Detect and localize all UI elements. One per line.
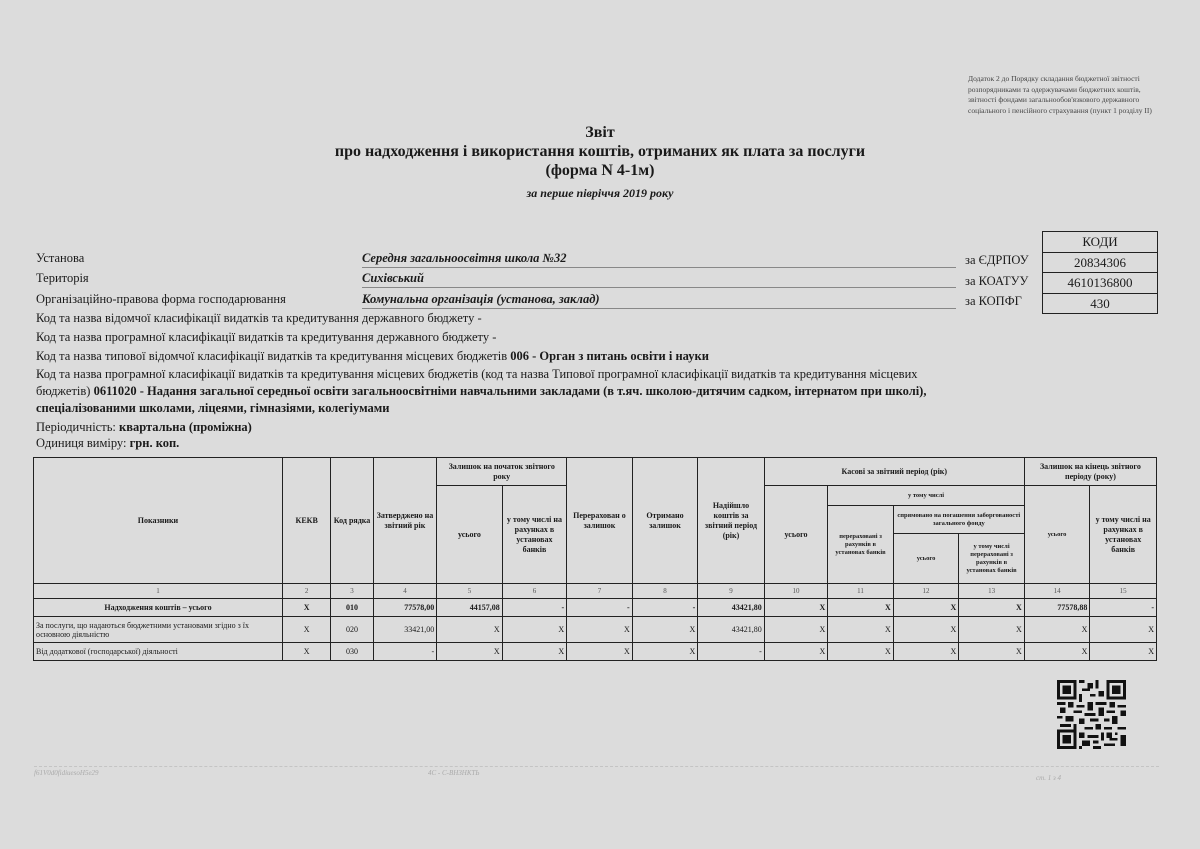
- org-form-value: Комунальна організація (установа, заклад): [362, 292, 956, 309]
- cell: X: [632, 617, 698, 643]
- cell: X: [828, 599, 894, 617]
- cell: X: [959, 643, 1025, 661]
- edrpou-value: 20834306: [1043, 252, 1157, 273]
- unit: [36, 435, 179, 452]
- table-row-additional: [34, 643, 1157, 661]
- cell: 43421,80: [698, 617, 765, 643]
- cell: X: [1090, 617, 1157, 643]
- column-number: 7: [567, 584, 633, 599]
- footer-divider: [34, 766, 1159, 768]
- header-cash-debt: спрямовано на погашення заборгованості загального фонду: [893, 506, 1024, 534]
- header-received-balance: Отримано залишок: [632, 458, 698, 584]
- koatuu-value: 4610136800: [1043, 272, 1157, 293]
- codes-box: [1042, 231, 1158, 314]
- table-row-services: [34, 617, 1157, 643]
- cell: 43421,80: [698, 599, 765, 617]
- state-dept-classification: Код та назва відомчої класифікації видатків та кредитування державного бюджету -: [36, 311, 482, 325]
- report-period: за перше півріччя 2019 року: [526, 186, 674, 200]
- cell: 020: [331, 617, 373, 643]
- codes-heading: КОДИ: [1082, 234, 1118, 249]
- local-prog-prefix-line1: Код та назва програмної класифікації видатків та кредитування місцевих бюджетів (код та назва Типової програмної класифікації видатків та кредитування місцевих: [36, 367, 918, 381]
- column-number: 14: [1024, 584, 1090, 599]
- edrpou-label: за ЄДРПОУ: [965, 253, 1029, 267]
- header-cash-including: у тому числі: [828, 486, 1025, 506]
- cell: X: [282, 617, 330, 643]
- header-transferred-balance: Перерахован о залишок: [567, 458, 633, 584]
- local-prog-prefix-line2: бюджетів): [36, 384, 94, 398]
- cell: X: [632, 643, 698, 661]
- report-table: [33, 457, 1157, 661]
- cell: X: [1024, 617, 1090, 643]
- periodicity-value: квартальна (проміжна): [119, 420, 252, 434]
- cell: 77578,88: [1024, 599, 1090, 617]
- local-prog-line2: [36, 383, 1166, 400]
- header-approved: Затверджено на звітний рік: [373, 458, 437, 584]
- territory-value: Сихівський: [362, 271, 956, 288]
- header-cash: Касові за звітний період (рік): [764, 458, 1024, 486]
- column-number: 10: [764, 584, 828, 599]
- column-number: 2: [282, 584, 330, 599]
- cell: X: [828, 643, 894, 661]
- header-kekv: КЕКВ: [282, 458, 330, 584]
- column-number: 15: [1090, 584, 1157, 599]
- cell: X: [959, 617, 1025, 643]
- cell: -: [502, 599, 567, 617]
- cell: X: [893, 599, 959, 617]
- header-balance-start: Залишок на початок звітного року: [437, 458, 567, 486]
- appendix-note: Додаток 2 до Порядку складання бюджетної звітності розпорядниками та одержувачами бюджетних коштів, звітності фондами загальнообов'язкового державного соціального і пенсійного страхування (пункт 1 розділу II): [968, 74, 1152, 115]
- local-dept-value: 006 - Орган з питань освіти і науки: [510, 349, 709, 363]
- cell: -: [698, 643, 765, 661]
- header-balance-end: Залишок на кінець звітного періоду (року): [1024, 458, 1156, 486]
- org-form-label: Організаційно-правова форма господарювання: [36, 292, 286, 306]
- table-row-total: [34, 599, 1157, 617]
- header-cash-transferred-banks: перераховані з рахунків в установах банків: [828, 506, 894, 584]
- header-cash-debt-total: усього: [893, 534, 959, 584]
- header-balance-start-banks: у тому числі на рахунках в установах банків: [502, 486, 567, 584]
- institution-label: Установа: [36, 251, 85, 265]
- cell: X: [1090, 643, 1157, 661]
- local-prog-value-line2: 0611020 - Надання загальної середньої освіти загальноосвітніми навчальними закладами (в т.яч. школою-дитячим садком, інтернатом при школі),: [93, 384, 927, 398]
- column-number: 13: [959, 584, 1025, 599]
- column-number: 4: [373, 584, 437, 599]
- cell: -: [567, 599, 633, 617]
- column-number: 8: [632, 584, 698, 599]
- cell: X: [1024, 643, 1090, 661]
- report-title-block: [0, 123, 1200, 200]
- koatuu-label: за КОАТУУ: [965, 274, 1029, 288]
- cell: X: [828, 617, 894, 643]
- report-title: Звіт: [585, 124, 615, 141]
- cell: -: [373, 643, 437, 661]
- footer-page-number: ст. 1 з 4: [1036, 774, 1061, 782]
- local-prog-classification: [36, 366, 1166, 417]
- unit-label: Одиниця виміру:: [36, 436, 130, 450]
- cell: 33421,00: [373, 617, 437, 643]
- cell: X: [959, 599, 1025, 617]
- qr-code-icon: [1057, 680, 1126, 749]
- cell: X: [282, 643, 330, 661]
- header-received-funds: Надійшло коштів за звітний період (рік): [698, 458, 765, 584]
- local-dept-classification: [36, 348, 709, 365]
- report-subtitle: про надходження і використання коштів, отриманих як плата за послуги: [334, 143, 866, 160]
- header-cash-debt-banks: у тому числі перераховані з рахунків в установах банків: [959, 534, 1025, 584]
- cell: 77578,00: [373, 599, 437, 617]
- kopfg-label: за КОПФГ: [965, 294, 1022, 308]
- column-number: 11: [828, 584, 894, 599]
- local-prog-value-line3: спеціалізованими школами, ліцеями, гімназіями, колегіумами: [36, 401, 390, 415]
- periodicity: [36, 419, 252, 436]
- column-number: 1: [34, 584, 283, 599]
- institution-value: Середня загальноосвітня школа №32: [362, 251, 956, 268]
- cell: X: [437, 617, 503, 643]
- footer-center-code: 4С - С-ВНЗНКТЬ: [428, 769, 480, 777]
- column-number: 5: [437, 584, 503, 599]
- territory-label: Територія: [36, 271, 89, 285]
- cell: X: [282, 599, 330, 617]
- header-row-code: Код рядка: [331, 458, 373, 584]
- cell: X: [567, 643, 633, 661]
- column-number: 12: [893, 584, 959, 599]
- cell: 030: [331, 643, 373, 661]
- cell: X: [502, 617, 567, 643]
- cell: X: [764, 617, 828, 643]
- cell: X: [893, 617, 959, 643]
- cell: X: [893, 643, 959, 661]
- row-label: Надходження коштів – усього: [34, 599, 283, 617]
- cell: -: [1090, 599, 1157, 617]
- column-numbers-row: [34, 584, 1157, 599]
- header-indicators: Показники: [34, 458, 283, 584]
- local-dept-prefix: Код та назва типової відомчої класифікації видатків та кредитування місцевих бюджетів: [36, 349, 511, 363]
- cell: 44157,08: [437, 599, 503, 617]
- unit-value: грн. коп.: [129, 436, 180, 450]
- row-label: За послуги, що надаються бюджетними установами згідно з їх основною діяльністю: [34, 617, 283, 643]
- column-number: 6: [502, 584, 567, 599]
- footer-left-code: f61V0d0fidiuesoH5e29: [34, 769, 99, 777]
- row-label: Від додаткової (господарської) діяльності: [34, 643, 283, 661]
- header-balance-end-total: усього: [1024, 486, 1090, 584]
- cell: X: [502, 643, 567, 661]
- header-balance-start-total: усього: [437, 486, 503, 584]
- header-balance-end-banks: у тому числі на рахунках в установах банків: [1090, 486, 1157, 584]
- cell: X: [567, 617, 633, 643]
- state-prog-classification: Код та назва програмної класифікації видатків та кредитування державного бюджету -: [36, 330, 497, 344]
- cell: X: [437, 643, 503, 661]
- local-prog-line3: [36, 400, 1166, 417]
- header-cash-total: усього: [764, 486, 828, 584]
- periodicity-label: Періодичність:: [36, 420, 119, 434]
- column-number: 9: [698, 584, 765, 599]
- column-number: 3: [331, 584, 373, 599]
- cell: -: [632, 599, 698, 617]
- kopfg-value: 430: [1043, 293, 1157, 314]
- report-form-number: (форма N 4-1м): [545, 162, 655, 179]
- cell: X: [764, 643, 828, 661]
- cell: X: [764, 599, 828, 617]
- cell: 010: [331, 599, 373, 617]
